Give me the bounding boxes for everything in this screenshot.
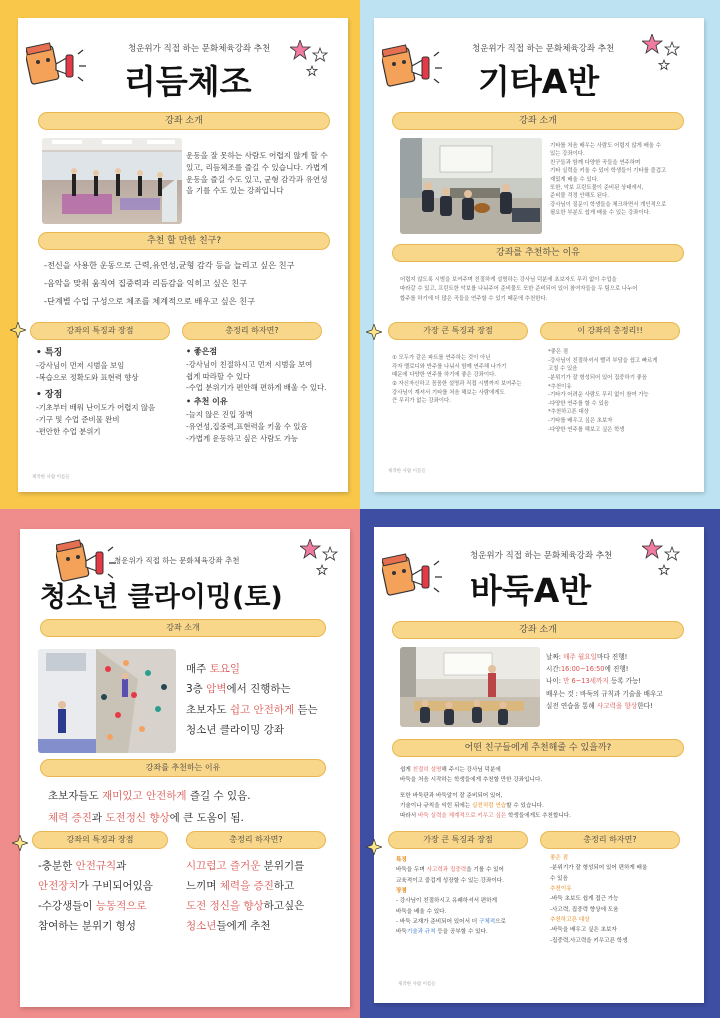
sparkle-icon [366,324,382,340]
page-title: 리듬체조 [124,62,252,101]
intro-text: 기타를 처음 배우는 사람도 어렵지 않게 배울 수 있는 강좌이다. 친구들과 함께 다양한 곡들을 연주하며 기타 실력을 키울 수 있어 학생들이 기타를 즐겁고 재밌게 배울 수 있다. 또한, 악보 프린트물이 준비된 상태에서, 준비물 걱정 안해도 된다. 강사님이 질문이 학생들을 체크하면서 개인적으로 필요한 부분도 쉽게 배울 수 있는 강좌이다. [550,143,667,216]
section-label-summary: 이 강좌의 총정리!! [540,322,680,340]
sparkle-icon [12,835,28,851]
subtitle: 청운위가 직접 하는 문화체육강좌 추천 [472,44,615,54]
poster-guitar [360,0,720,509]
summary-text: 좋은 점 -분위기가 잘 형성되어 있어 편하게 배울 수 있음 추천이유 -바둑 초보도 쉽게 접근 가능 -사고력, 집중력 향상에 도움 추천하고픈 대상 -바둑을 배우고 싶은 초보자 -집중력,사고력을 키우고픈 학생 [550,855,648,944]
poster-climbing [0,509,360,1018]
section-label-intro: 강좌 소개 [392,621,684,639]
megaphone-calendar-icon [382,42,448,94]
intro-text: 운동을 잘 못하는 사람도 어렵지 않게 할 수 있고, 리듬체조를 즐길 수 있습니다. 가볍게 운동을 즐길 수도 있고, 균형 감각과 유연성 을 기를 수도 있는 강좌입니다 [186,151,328,196]
section-label-recommend: 어떤 친구들에게 추천해줄 수 있을까? [392,739,684,757]
stars-icon [642,34,682,72]
section-label-summary: 총정리 하자면? [540,831,680,849]
summary-list: • 좋은점 -강사님이 친절하시고 먼저 시범을 보여 쉽게 따라할 수 있다 -수업 분위기가 편안해 편하게 배울 수 있다. • 추천 이유 -늘지 않은 진입 장벽 -유연성,집중력,표현력을 키울 수 있음 -가볍게 운동하고 싶은 사람도 가능 [186,347,327,443]
sparkle-icon [366,839,382,855]
recommend-text: 쉽게 친절히 설명해 주시는 강사님 덕분에 바둑을 처음 시작하는 학생들에게 추천할 만한 강좌입니다. 또한 바둑판과 바둑알이 잘 준비되어 있어, 기술이나 규칙을 익힌 뒤에는 실전처럼 연습할 수 있습니다. 따라서 바둑 실력을 체계적으로 키우고 싶은 학생들에게도 추천합니다. [400,767,571,820]
stars-icon [642,539,682,577]
climbing-wall-photo [38,649,176,753]
section-label-features: 강좌의 특징과 장점 [32,831,168,849]
intro-text: 매주 토요일 3층 암벽에서 진행하는 초보자도 쉽고 안전하게 듣는 청소년 클라이밍 강좌 [186,663,318,737]
megaphone-calendar-icon [26,40,92,92]
summary-text: 시끄럽고 즐거운 분위기를 느끼며 체력을 증진하고 도전 정신을 향상하고싶은 청소년들에게 추천 [186,860,305,932]
subtitle: 청운위가 직접 하는 문화체육강좌 추천 [128,44,271,54]
footer: 제작한 사람 이름들 [32,475,70,480]
poster-baduk [360,509,720,1018]
stars-icon [300,539,340,577]
guitar-class-photo [400,138,542,234]
section-label-features: 가장 큰 특징과 장점 [388,831,528,849]
stars-icon [290,40,330,78]
section-label-features: 가장 큰 특징과 장점 [388,322,528,340]
sparkle-icon [10,322,26,338]
page-title: 청소년 클라이밍(토) [40,582,283,613]
section-label-reason: 강좌를 추천하는 이유 [392,244,684,262]
section-label-recommend: 추천 할 만한 친구? [38,232,330,250]
section-label-summary: 총정리 하자면? [186,831,326,849]
poster-rhythmic-gymnastics [0,0,360,509]
subtitle: 청운위가 직접 하는 문화체육강좌 추천 [114,556,240,565]
recommend-list: -전신을 사용한 운동으로 근력,유연성,균형 감각 등을 늘리고 싶은 친구 -음악을 맞춰 움직여 집중력과 리듬감을 익히고 싶은 친구 -단계별 수업 구성으로 체조를 체계적으로 배우고 싶은 친구 [44,260,295,307]
section-label-intro: 강좌 소개 [392,112,684,130]
megaphone-calendar-icon [382,551,448,603]
page-title: 바둑A반 [470,571,592,610]
features-list: • 특징 -강사님이 먼저 시범을 보임 -복습으로 정확도와 표현력 향상 • 장점 -기초부터 배워 난이도가 어렵지 않음 -기구 및 수업 준비물 완비 -편안한 수업 분위기 [36,348,156,437]
features-text: 특징 바둑을 두며 사고력과 집중력을 기를 수 있어 교육적이고 즐겁게 성장할 수 있는 강좌이다. 장점 - 강사님이 친절하시고 유쾌하셔서 편하게 바둑을 배울 수 있다. - 바둑 교재가 준비되어 있어서 더 구체적으로 바둑기술과 규칙 등을 공부할 수 있다. [396,857,506,936]
baduk-class-photo [400,647,540,727]
section-label-intro: 강좌 소개 [38,112,330,130]
intro-text: 날짜: 매주 월요일마다 진행! 시간:16:00~16:50에 진행! 나이: 만 6~13세까지 등록 가능! 배우는 것 : 바둑의 규칙과 기술을 배우고 실전 연습을 통해 사고력을 향상한다! [546,653,663,710]
gym-photo [42,138,182,224]
footer: 제작한 사람 이름들 [388,469,426,474]
features-text: -충분한 안전규칙과 안전장치가 구비되어있음 -수강생들이 능동적으로 참여하는 분위기 형성 [38,860,153,932]
section-label-summary: 총정리 하자면? [182,322,322,340]
page-title: 기타A반 [478,62,600,101]
section-label-reason: 강좌를 추천하는 이유 [40,759,326,777]
footer: 제작한 사람 이름들 [398,982,436,987]
section-label-features: 강좌의 특징과 장점 [30,322,170,340]
subtitle: 청운위가 직접 하는 문화체육강좌 추천 [470,551,613,561]
features-text: ① 모두가 같은 파트를 연주하는 것이 아닌 각자 멜로디와 반주를 나눠서 함께 연주해 나가기 때문에 다양한 연주를 하기에 좋은 강좌이다. ② 자신자신하고 꼼꼼한 설명과 직접 시범까지 보여주는 강사님이 계셔서 기타를 처음 해보는 사람에게도 큰 무리가 없는 강좌이다. [392,355,522,405]
reason-text: 어렵지 않도록 시범을 보여주며 친절하게 설명하는 강사님 덕분에 초보자도 무리 없이 수업을 따라갈 수 있고, 프린트한 악보를 나눠주어 준비물도 또한 준비되어 있어 참여자들을 두 팀으로 나누어 합주를 하기에 더 많은 곡들을 연주할 수 있기 때문에 추천한다. [400,277,638,302]
summary-text: *좋은 점 -강사님이 친절하셔서 빨리 부담을 쉽고 빠르게 고칠 수 있음 -분위기가 잘 형성되어 있어 집중하기 좋음 *추천이유 -기타가 어려운 사람도 무리 없이 참여 가능 -다양한 연주를 할 수 있음 *추천하고픈 대상 -기타를 배우고 싶은 초보자 -다양한 연주를 해보고 싶은 학생 [548,349,658,433]
section-label-intro: 강좌 소개 [40,619,326,637]
reason-text: 초보자들도 재미있고 안전하게 즐길 수 있음. 체력 증진과 도전정신 향상에 큰 도움이 됨. [48,790,251,825]
